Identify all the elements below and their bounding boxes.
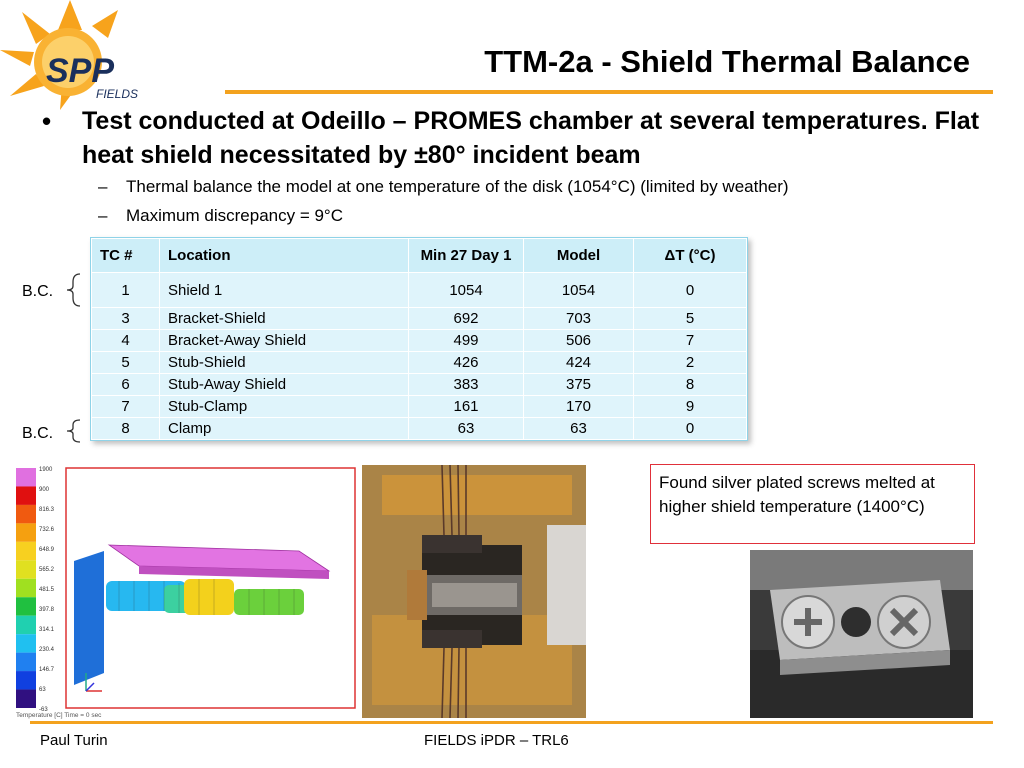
cell-delta-t: 9: [634, 396, 747, 418]
brace-bottom-icon: [64, 418, 82, 444]
title-divider: [225, 90, 993, 94]
legend-value: 63: [39, 687, 46, 693]
test-article-photo: [362, 465, 586, 718]
cell-location: Bracket-Away Shield: [160, 330, 409, 352]
cell-min27: 63: [409, 418, 524, 440]
legend-swatch: [16, 597, 36, 615]
cell-min27: 161: [409, 396, 524, 418]
legend-swatch: [16, 523, 36, 541]
legend-swatch: [16, 579, 36, 597]
col-header-model: Model: [524, 239, 634, 273]
footer-divider: [30, 721, 993, 724]
bullet-marker: •: [42, 106, 52, 136]
cell-model: 170: [524, 396, 634, 418]
cell-delta-t: 2: [634, 352, 747, 374]
legend-value: 1900: [39, 467, 53, 473]
legend-swatch: [16, 690, 36, 708]
legend-swatch: [16, 616, 36, 634]
cell-model: 375: [524, 374, 634, 396]
legend-value: 397.8: [39, 607, 55, 613]
cell-tc: 8: [92, 418, 160, 440]
legend-swatch: [16, 468, 36, 486]
cell-tc: 6: [92, 374, 160, 396]
legend-swatch: [16, 505, 36, 523]
brace-top-icon: [64, 272, 82, 308]
sub-bullet-text: Thermal balance the model at one temperature of the disk (1054°C) (limited by weather): [126, 177, 789, 196]
logo-text: SPP: [46, 52, 115, 90]
cell-location: Stub-Shield: [160, 352, 409, 374]
col-header-delta-t: ΔT (°C): [634, 239, 747, 273]
cell-tc: 4: [92, 330, 160, 352]
sub-bullet-dash: –: [98, 177, 108, 196]
legend-swatch: [16, 560, 36, 578]
cell-location: Stub-Clamp: [160, 396, 409, 418]
footer-center-text: FIELDS iPDR – TRL6: [424, 732, 569, 749]
main-bullet-text: Test conducted at Odeillo – PROMES chamber at several temperatures. Flat heat shield necessitated by ±80° incident beam: [82, 107, 980, 169]
cell-delta-t: 5: [634, 308, 747, 330]
table-row: [92, 330, 747, 352]
cell-delta-t: 0: [634, 273, 747, 308]
melted-screws-photo: [750, 550, 973, 718]
cell-tc: 3: [92, 308, 160, 330]
legend-swatch: [16, 671, 36, 689]
table-row: [92, 418, 747, 440]
legend-swatch: [16, 653, 36, 671]
legend-swatch: [16, 634, 36, 652]
cell-min27: 692: [409, 308, 524, 330]
simulation-caption: Temperature [C] Time = 0 sec: [16, 712, 102, 719]
table-row: [92, 308, 747, 330]
cell-location: Stub-Away Shield: [160, 374, 409, 396]
table-header-row: [92, 239, 747, 273]
cell-min27: 1054: [409, 273, 524, 308]
slide-title: TTM-2a - Shield Thermal Balance: [484, 44, 970, 79]
legend-value: 230.4: [39, 647, 55, 653]
cell-model: 506: [524, 330, 634, 352]
cell-min27: 499: [409, 330, 524, 352]
bc-label-bottom: B.C.: [22, 425, 54, 442]
cell-tc: 7: [92, 396, 160, 418]
cell-min27: 383: [409, 374, 524, 396]
cell-tc: 5: [92, 352, 160, 374]
col-header-tc: TC #: [92, 239, 160, 273]
cell-delta-t: 0: [634, 418, 747, 440]
cell-location: Shield 1: [160, 273, 409, 308]
table-row: [92, 396, 747, 418]
legend-value: -63: [39, 707, 48, 713]
thermal-simulation-image: [14, 463, 358, 720]
cell-model: 63: [524, 418, 634, 440]
bc-label-top: B.C.: [22, 283, 54, 300]
logo-subtext: FIELDS: [96, 87, 139, 101]
sub-bullet-1: [98, 177, 789, 197]
cell-location: Bracket-Shield: [160, 308, 409, 330]
legend-value: 732.6: [39, 527, 55, 533]
thermal-balance-table: [90, 237, 748, 441]
table-row: [92, 273, 747, 308]
table-row: [92, 374, 747, 396]
legend-swatch: [16, 486, 36, 504]
melted-screws-note: Found silver plated screws melted at higher shield temperature (1400°C): [650, 464, 975, 544]
legend-swatch: [16, 542, 36, 560]
col-header-min27: Min 27 Day 1: [409, 239, 524, 273]
cell-min27: 426: [409, 352, 524, 374]
legend-value: 816.3: [39, 507, 55, 513]
legend-value: 900: [39, 487, 50, 493]
cell-delta-t: 7: [634, 330, 747, 352]
legend-value: 314.1: [39, 627, 55, 633]
spp-fields-logo: [0, 0, 170, 110]
cell-tc: 1: [92, 273, 160, 308]
sub-bullet-text: Maximum discrepancy = 9°C: [126, 206, 344, 225]
legend-value: 565.2: [39, 567, 55, 573]
cell-model: 703: [524, 308, 634, 330]
legend-value: 481.5: [39, 587, 55, 593]
cell-location: Clamp: [160, 418, 409, 440]
sub-bullet-dash: –: [98, 206, 108, 225]
footer-author: Paul Turin: [40, 732, 108, 749]
temperature-legend: [16, 468, 36, 708]
cell-model: 1054: [524, 273, 634, 308]
table-row: [92, 352, 747, 374]
cell-model: 424: [524, 352, 634, 374]
legend-value: 648.9: [39, 547, 55, 553]
cell-delta-t: 8: [634, 374, 747, 396]
sub-bullet-2: [98, 206, 343, 226]
col-header-location: Location: [160, 239, 409, 273]
legend-value: 146.7: [39, 667, 55, 673]
